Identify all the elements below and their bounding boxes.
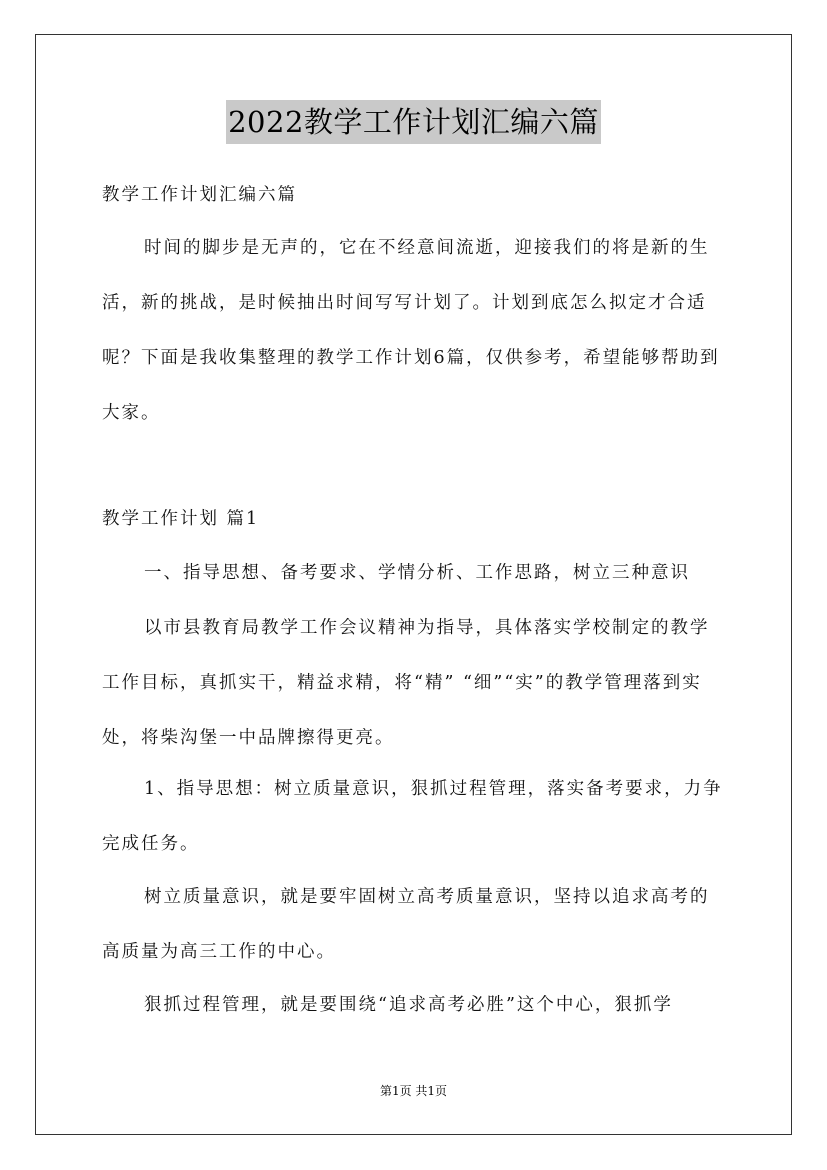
paragraph-4: 树立质量意识，就是要牢固树立高考质量意识，坚持以追求高考的高质量为高三工作的中心。 <box>102 887 710 962</box>
document-title: 2022教学工作计划汇编六篇 <box>226 100 601 144</box>
section-heading: 教学工作计划 篇1 <box>102 509 260 529</box>
paragraph-1: 一、指导思想、备考要求、学情分析、工作思路，树立三种意识 <box>144 563 690 583</box>
paragraph-5: 狠抓过程管理，就是要围绕“追求高考必胜”这个中心，狠抓学 <box>144 995 673 1015</box>
paragraph-2: 以市县教育局教学工作会议精神为指导，具体落实学校制定的教学工作目标，真抓实干，精益求精，将“精” “细”“实”的教学管理落到实处，将柴沟堡一中品牌擦得更亮。 <box>102 618 710 748</box>
intro-paragraph: 时间的脚步是无声的，它在不经意间流逝，迎接我们的将是新的生活，新的挑战，是时候抽出时间写写计划了。计划到底怎么拟定才合适呢？下面是我收集整理的教学工作计划6篇，仅供参考，希望能够帮助到大家。 <box>102 238 720 423</box>
page-footer: 第1页 共1页 <box>379 1084 448 1098</box>
paragraph-3: 1、指导思想：树立质量意识，狠抓过程管理，落实备考要求，力争完成任务。 <box>102 779 723 854</box>
document-subtitle: 教学工作计划汇编六篇 <box>102 185 297 205</box>
title-container <box>0 100 827 144</box>
